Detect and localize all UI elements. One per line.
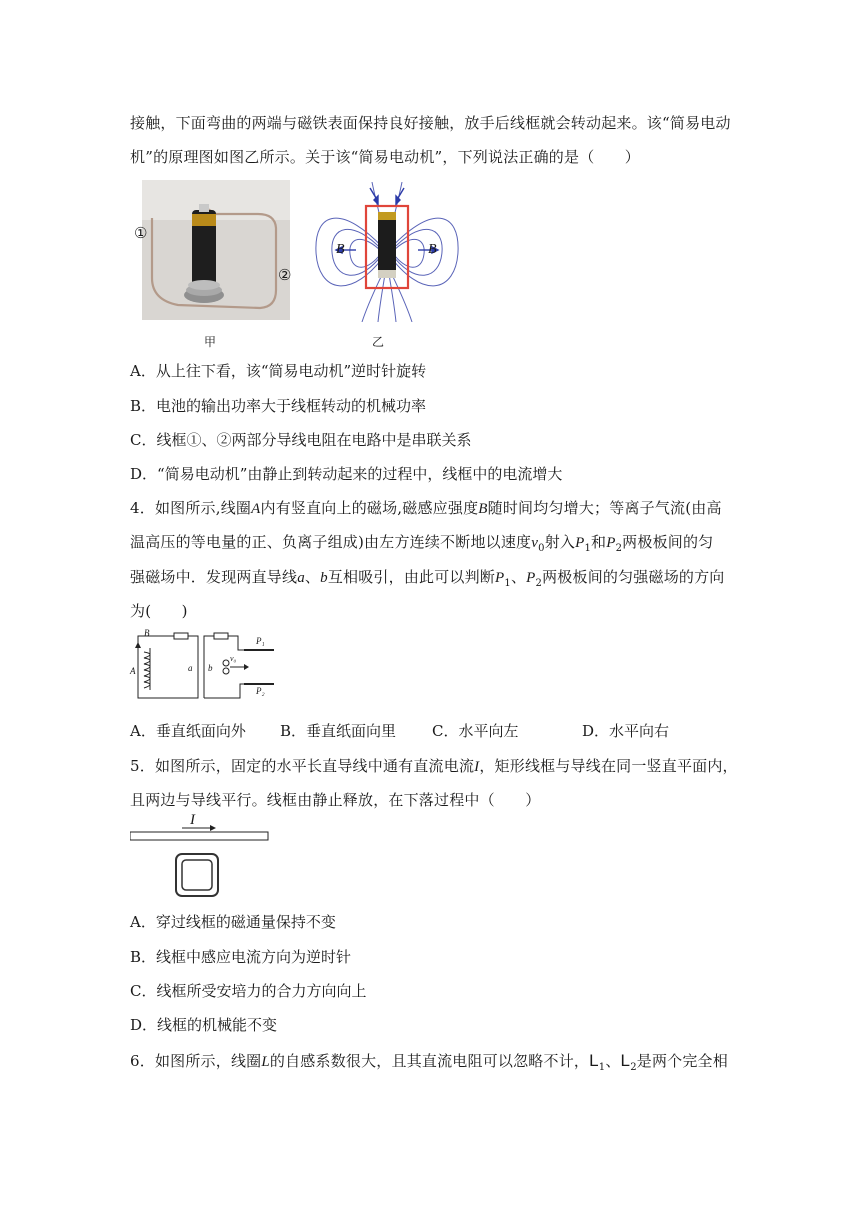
wire-and-loop-diagram xyxy=(130,812,270,901)
q5-option-b[interactable]: B．线框中感应电流方向为逆时针 xyxy=(130,948,352,966)
q4-stem-line3: 强磁场中．发现两直导线a、b互相吸引，由此可以判断$P_1$、$P_2$两极板间的匀强磁场的方向 xyxy=(130,568,725,589)
q5-option-c[interactable]: C．线框所受安培力的合力方向向上 xyxy=(130,982,367,1000)
figure-caption-jia: 甲 xyxy=(204,335,217,349)
q4-option-a[interactable]: A．垂直纸面向外 xyxy=(130,722,246,740)
fig-label-p1: P₁ xyxy=(256,636,265,646)
q4-option-c[interactable]: C．水平向左 xyxy=(432,722,519,740)
plasma-circuit-diagram xyxy=(130,628,275,708)
field-label-b-right: B xyxy=(428,242,437,257)
fig-label-a-coil: A xyxy=(130,666,136,676)
q4-stem-line2: 温高压的等电量的正、负离子组成)由左方连续不断地以速度$v_0$射入$P_1$和$P_2$两极板间的匀 xyxy=(130,533,714,554)
q5-stem-line1: 5．如图所示，固定的水平长直导线中通有直流电流I，矩形线框与导线在同一竖直平面内， xyxy=(130,757,738,775)
q5-option-d[interactable]: D．线框的机械能不变 xyxy=(130,1016,278,1034)
q4-stem-line4: 为( ) xyxy=(130,602,188,620)
fig-label-b-wire: b xyxy=(208,663,213,673)
q4-stem-line1: 4．如图所示,线圈A内有竖直向上的磁场,磁感应强度B随时间均匀增大；等离子气流(由高 xyxy=(130,499,722,517)
figure-caption-yi: 乙 xyxy=(372,335,385,349)
figure-label-2: ② xyxy=(278,266,292,284)
q3-stem-line2: 机”的原理图如图乙所示。关于该“简易电动机”，下列说法正确的是（ ） xyxy=(130,148,641,166)
motor-photo-figure xyxy=(130,180,290,320)
fig-label-p2: P₂ xyxy=(256,686,265,696)
q3-option-b[interactable]: B．电池的输出功率大于线框转动的机械功率 xyxy=(130,397,427,415)
q3-option-c[interactable]: C．线框①、②两部分导线电阻在电路中是串联关系 xyxy=(130,431,472,449)
q6-stem-line1: 6．如图所示，线圈L的自感系数很大，且其直流电阻可以忽略不计，$L_1$、$L_2$是两个完全相 xyxy=(130,1051,728,1073)
field-label-b-left: B xyxy=(336,242,345,257)
fig-label-v0: v₀ xyxy=(230,654,237,663)
q3-option-d[interactable]: D．“简易电动机”由静止到转动起来的过程中，线框中的电流增大 xyxy=(130,465,563,483)
q4-option-d[interactable]: D．水平向右 xyxy=(582,722,670,740)
q3-stem-line1: 接触，下面弯曲的两端与磁铁表面保持良好接触，放手后线框就会转动起来。该“简易电动 xyxy=(130,114,731,132)
magnetic-field-diagram xyxy=(312,182,462,322)
q3-option-a[interactable]: A．从上往下看，该“简易电动机”逆时针旋转 xyxy=(130,362,427,380)
fig-label-a-wire: a xyxy=(188,663,193,673)
fig-label-b: B xyxy=(144,628,150,638)
current-label-i: I xyxy=(190,812,195,828)
q5-stem-line2: 且两边与导线平行。线框由静止释放，在下落过程中（ ） xyxy=(130,791,541,809)
q4-option-b[interactable]: B．垂直纸面向里 xyxy=(280,722,397,740)
figure-label-1: ① xyxy=(134,224,148,242)
q5-option-a[interactable]: A．穿过线框的磁通量保持不变 xyxy=(130,913,336,931)
